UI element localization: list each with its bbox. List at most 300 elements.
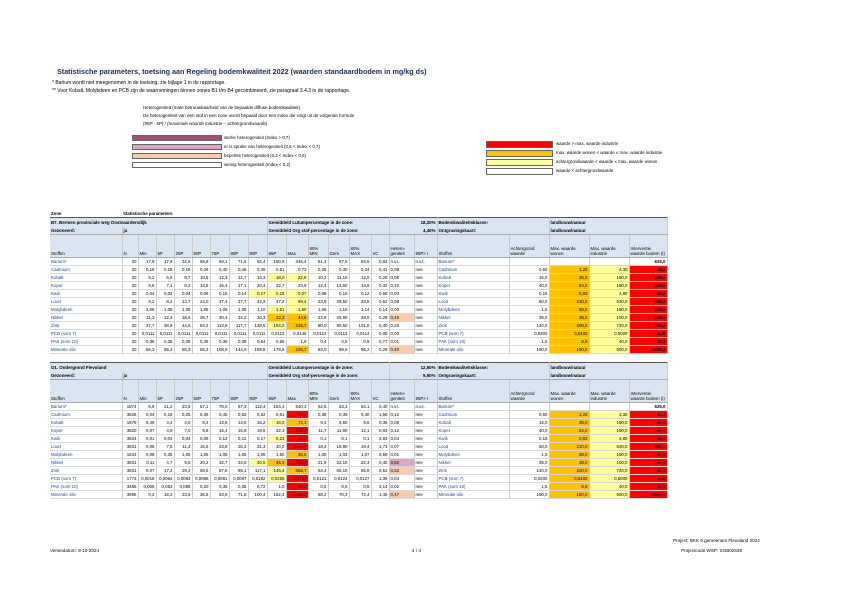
table-cell: 0,52 xyxy=(248,411,267,419)
substance-name: Lood xyxy=(50,298,122,306)
table-cell: 34,5 xyxy=(229,459,248,467)
table-cell: 99,4 xyxy=(286,298,308,306)
table-cell: 21,2 xyxy=(156,403,174,411)
table-cell: 0,5 xyxy=(349,483,371,491)
table-cell: 16,8 xyxy=(229,427,248,435)
table-cell: 720,0 xyxy=(589,467,629,475)
table-cell: 0,00 xyxy=(389,306,414,314)
table-cell: 0,35 xyxy=(156,338,174,346)
column-header: Max. waarde industrie xyxy=(589,380,629,403)
table-cell: 58,6 xyxy=(192,467,210,475)
substance-name: Lood xyxy=(437,298,509,306)
table-cell: 6,8 xyxy=(549,338,589,346)
column-header: Gem xyxy=(328,380,349,403)
table-cell: 0,55 xyxy=(371,290,389,298)
table-cell: 100,4 xyxy=(248,491,267,499)
table-cell: 0,5 xyxy=(328,483,349,491)
table-cell: 0,20 xyxy=(389,322,414,330)
substance-name: PAK (som 10) xyxy=(437,483,509,491)
table-cell: 0,0255 xyxy=(267,475,286,483)
table-cell: 2,83 xyxy=(371,435,389,443)
column-header: 5P xyxy=(156,235,174,258)
table-cell: 14,8 xyxy=(349,282,371,290)
value-legend-label: max. waarde wonen < waarde ≤ max. waarde industrie xyxy=(556,150,663,155)
table-cell: 13,0 xyxy=(629,266,667,274)
table-cell: 20 xyxy=(122,306,138,314)
table-cell: 140,0 xyxy=(509,467,549,475)
klasse-label: Bodemkwaliteitsklasse: xyxy=(437,363,549,373)
substance-name: PCB (som 7) xyxy=(437,330,509,338)
table-cell: 23,8 xyxy=(308,314,328,322)
table-cell: 11,4 xyxy=(174,443,192,451)
table-cell: 0,04 xyxy=(389,475,414,483)
table-cell: 50,0 xyxy=(509,443,549,451)
table-cell: 0,06 xyxy=(138,443,156,451)
table-row xyxy=(50,266,667,274)
table-cell: 0,25 xyxy=(174,411,192,419)
table-cell: 0,54 xyxy=(248,338,267,346)
substance-name: PCB (som 7) xyxy=(437,475,509,483)
substance-name: Nikkel xyxy=(437,459,509,467)
table-cell: 1,05 xyxy=(229,451,248,459)
table-row xyxy=(50,258,667,266)
zone-table xyxy=(50,362,668,499)
table-cell: 92,4 xyxy=(248,258,267,266)
table-cell: 20 xyxy=(122,322,138,330)
table-cell: 0,08 xyxy=(138,451,156,459)
table-cell: 1,05 xyxy=(138,306,156,314)
column-header: 80% MIN xyxy=(308,380,328,403)
table-cell: 0,15 xyxy=(210,290,229,298)
heterogeneity-swatch xyxy=(132,135,222,141)
substance-name: Nikkel xyxy=(50,314,122,322)
table-cell: 0,35 xyxy=(174,338,192,346)
table-cell: 100,0 xyxy=(629,314,667,322)
table-cell: n.v.t. xyxy=(414,403,437,411)
table-cell: 0,16 xyxy=(156,411,174,419)
table-cell: 42,3 xyxy=(248,298,267,306)
table-cell: 57,1 xyxy=(192,403,210,411)
org-value: 4,40% xyxy=(389,227,437,235)
table-cell: 0,03 xyxy=(389,290,414,298)
table-cell: 9,6 xyxy=(174,459,192,467)
table-cell: 87,3 xyxy=(229,403,248,411)
value-legend-label: waarde < achtergrondwaarde xyxy=(556,168,614,173)
table-cell: 0,49 xyxy=(138,419,156,427)
table-cell: 0,07 xyxy=(138,427,156,435)
table-cell: 47,2 xyxy=(267,298,286,306)
table-cell: 95,1 xyxy=(229,467,248,475)
table-cell: 0,1 xyxy=(328,435,349,443)
table-cell: 0,12 xyxy=(210,435,229,443)
table-row xyxy=(50,419,667,427)
table-cell: 146,4 xyxy=(267,467,286,475)
table-cell: 720,0 xyxy=(629,322,667,330)
table-cell: 1,05 xyxy=(192,306,210,314)
table-cell: 5000,0 xyxy=(629,346,667,354)
table-cell: 20,4 xyxy=(248,282,267,290)
table-cell: 100,0 xyxy=(629,459,667,467)
table-cell: nee xyxy=(414,467,437,475)
table-cell: 7,5 xyxy=(156,443,174,451)
table-cell: 40,0 xyxy=(267,443,286,451)
column-header: 90P xyxy=(248,235,267,258)
table-cell: 0,0111 xyxy=(248,330,267,338)
table-cell: 40,0 xyxy=(629,483,667,491)
table-cell: 1,06 xyxy=(308,306,328,314)
table-cell: 84,2 xyxy=(192,322,210,330)
lutum-value: 12,50% xyxy=(389,363,437,373)
substance-name: Lood xyxy=(50,443,122,451)
column-header: N xyxy=(122,380,138,403)
table-cell: 15,0 xyxy=(509,274,549,282)
table-cell: 1,00 xyxy=(308,451,328,459)
table-cell: 35,0 xyxy=(549,274,589,282)
column-header: 80P xyxy=(229,235,248,258)
table-cell: 113,8 xyxy=(210,322,229,330)
column-header: Hetero-geniteit xyxy=(389,235,414,258)
table-cell: 26,3 xyxy=(229,443,248,451)
table-cell: 1,05 xyxy=(174,306,192,314)
table-cell: 0,35 xyxy=(138,338,156,346)
table-cell: 18,0 xyxy=(267,274,286,282)
table-cell: 12,4 xyxy=(308,282,328,290)
table-cell: 3831 xyxy=(122,459,138,467)
table-cell: 17,4 xyxy=(156,467,174,475)
heterogeneity-legend-label: weinig heterogeniteit (Index < 0,2) xyxy=(224,161,291,167)
table-cell: 45,2 xyxy=(267,459,286,467)
column-header: 5P xyxy=(156,380,174,403)
table-cell: 1,03 xyxy=(328,451,349,459)
table-cell: 20 xyxy=(122,282,138,290)
table-cell: 0,62 xyxy=(371,298,389,306)
table-cell: 51,3 xyxy=(308,258,328,266)
table-cell: 12,3 xyxy=(156,314,174,322)
page-title: Statistische parameters, toetsing aan Regeling bodemkwaliteit 2022 (waarden standaardbodem in mg/kg ds) xyxy=(57,67,427,76)
table-cell: 0,12 xyxy=(389,427,414,435)
table-cell: 20 xyxy=(122,290,138,298)
table-cell: 0,04 xyxy=(174,435,192,443)
substance-name: Zink xyxy=(437,467,509,475)
table-cell: nee xyxy=(414,330,437,338)
table-cell: 0,05 xyxy=(371,330,389,338)
table-cell: 40,0 xyxy=(629,338,667,346)
zone-name: B7. Bermen provinciale weg Oostvaardersdijk xyxy=(50,218,267,228)
table-cell: nee xyxy=(414,290,437,298)
table-cell: 330,0 xyxy=(286,427,308,435)
table-cell: 0,27 xyxy=(286,290,308,298)
substance-name: Kobalt xyxy=(50,274,122,282)
heterogeneity-swatch xyxy=(132,144,222,150)
table-cell: 0,053 xyxy=(156,483,174,491)
heterogeneity-swatch xyxy=(132,153,222,159)
table-cell: 0,0111 xyxy=(192,330,210,338)
table-cell: nee xyxy=(414,274,437,282)
table-cell: nee xyxy=(414,306,437,314)
table-cell: 39,0 xyxy=(549,459,589,467)
table-cell: 0,40 xyxy=(349,411,371,419)
table-cell: 0,0400 xyxy=(549,475,589,483)
table-cell: 62,5 xyxy=(308,403,328,411)
table-cell: 8,2 xyxy=(138,298,156,306)
table-row xyxy=(50,451,667,459)
column-header: 75P xyxy=(210,235,229,258)
table-cell: 0,46 xyxy=(210,411,229,419)
table-cell: 55,3 xyxy=(192,346,210,354)
table-row xyxy=(50,274,667,282)
table-cell: 0,28 xyxy=(192,266,210,274)
zone-column-label: Zone xyxy=(51,211,62,216)
table-cell: 28,0 xyxy=(349,314,371,322)
column-header: VC xyxy=(371,380,389,403)
table-cell: 0,02 xyxy=(389,483,414,491)
table-cell: 0,40 xyxy=(371,459,389,467)
table-cell: 88,0 xyxy=(549,451,589,459)
table-cell: 88,0 xyxy=(549,306,589,314)
table-cell: 1,00 xyxy=(629,330,667,338)
column-header: 75P xyxy=(210,380,229,403)
table-cell: 17,1 xyxy=(229,282,248,290)
table-cell: 0,77 xyxy=(371,338,389,346)
substance-name: Kobalt xyxy=(437,419,509,427)
table-cell: 0,08 xyxy=(308,290,328,298)
table-cell: 10,5 xyxy=(192,274,210,282)
table-cell: 720,0 xyxy=(589,322,629,330)
column-header: 80% MAX xyxy=(349,380,371,403)
gezoneerd-value: ja xyxy=(122,372,267,380)
table-cell: 36,0 xyxy=(629,290,667,298)
table-cell: 0,28 xyxy=(371,314,389,322)
table-cell xyxy=(509,403,549,411)
table-cell: 16,2 xyxy=(248,419,267,427)
table-cell: 23,5 xyxy=(174,491,192,499)
table-cell: 1,66 xyxy=(371,411,389,419)
substance-name: Zink xyxy=(437,322,509,330)
table-cell: 68,2 xyxy=(308,491,328,499)
column-header: 50P xyxy=(192,235,210,258)
lutum-value: 18,20% xyxy=(389,218,437,228)
table-cell: 87,8 xyxy=(210,467,229,475)
table-cell: 22,3 xyxy=(267,427,286,435)
table-row xyxy=(50,298,667,306)
table-row xyxy=(50,435,667,443)
table-cell: 0,0113 xyxy=(328,330,349,338)
table-cell: 0,04 xyxy=(138,411,156,419)
table-cell: 30,4 xyxy=(210,314,229,322)
table-row xyxy=(50,483,667,491)
table-cell: 190,0 xyxy=(589,282,629,290)
table-cell: 1,05 xyxy=(248,451,267,459)
table-cell: 36,5 xyxy=(192,491,210,499)
table-cell: 0,0111 xyxy=(210,330,229,338)
table-cell: 4,9 xyxy=(156,427,174,435)
table-row xyxy=(50,411,667,419)
table-cell: 1,05 xyxy=(192,451,210,459)
table-cell: 0,11 xyxy=(138,459,156,467)
table-cell: 3485 xyxy=(122,483,138,491)
substance-name: Kwik xyxy=(437,290,509,298)
table-cell: 3,4 xyxy=(156,419,174,427)
column-header: Max. waarde industrie xyxy=(589,235,629,258)
substance-name: Nikkel xyxy=(437,314,509,322)
table-cell: 0,23 xyxy=(267,435,286,443)
column-header: 80% MIN xyxy=(308,235,328,258)
table-cell: 15,0 xyxy=(509,419,549,427)
table-cell: 28,50 xyxy=(328,298,349,306)
table-cell: 0,08 xyxy=(389,419,414,427)
org-label: Gemiddeld Org stof-percentage in de zone: xyxy=(267,227,389,235)
table-cell: 0,40 xyxy=(371,403,389,411)
table-cell: 0,0018 xyxy=(138,475,156,483)
table-cell: 0,34 xyxy=(349,266,371,274)
table-cell: 40,0 xyxy=(589,338,629,346)
table-cell: 6,8 xyxy=(549,483,589,491)
table-cell: 13,60 xyxy=(328,282,349,290)
table-cell: 0,5000 xyxy=(589,330,629,338)
table-cell: 0,60 xyxy=(509,266,549,274)
table-cell: 1,20 xyxy=(549,266,589,274)
table-cell: 0,35 xyxy=(229,483,248,491)
table-cell: 540,3 xyxy=(286,403,308,411)
table-cell: 100,0 xyxy=(589,314,629,322)
table-cell xyxy=(589,258,629,266)
table-cell: 40,5 xyxy=(248,459,267,467)
substance-name: Molybdeen xyxy=(50,306,122,314)
table-cell: nee xyxy=(414,282,437,290)
table-cell: 190,0 xyxy=(589,451,629,459)
table-cell: 72,1 xyxy=(286,419,308,427)
table-cell: nee xyxy=(414,419,437,427)
table-cell: 32,2 xyxy=(229,314,248,322)
table-cell: 1,45 xyxy=(371,491,389,499)
zone-table xyxy=(50,210,668,354)
table-cell: 9,8 xyxy=(192,427,210,435)
table-cell: 0,0083 xyxy=(174,475,192,483)
table-cell: 162,4 xyxy=(267,491,286,499)
table-cell: 0,0064 xyxy=(156,475,174,483)
gezoneerd-value: ja xyxy=(122,227,267,235)
table-cell: 18,4 xyxy=(308,443,328,451)
table-cell: 63,3 xyxy=(328,403,349,411)
table-cell: 0,12 xyxy=(229,435,248,443)
table-cell: 0,4 xyxy=(308,338,328,346)
table-cell: nee xyxy=(414,411,437,419)
table-cell: 4,80 xyxy=(589,290,629,298)
table-cell: 0,5 xyxy=(328,338,349,346)
table-cell: 530,0 xyxy=(629,443,667,451)
substance-name: Kobalt xyxy=(437,274,509,282)
table-cell: 21,9 xyxy=(308,459,328,467)
table-cell: 0,0121 xyxy=(308,475,328,483)
table-cell: 101,0 xyxy=(349,322,371,330)
table-cell: 36,0 xyxy=(629,435,667,443)
table-row xyxy=(50,459,667,467)
table-cell: 140,0 xyxy=(509,322,549,330)
substance-name: Lood xyxy=(437,443,509,451)
column-header: Stoffen xyxy=(437,235,509,258)
table-cell: 0,08 xyxy=(192,435,210,443)
table-cell: 14,3 xyxy=(248,274,267,282)
table-cell: 11,10 xyxy=(328,274,349,282)
table-cell: nee xyxy=(414,459,437,467)
table-cell: 108,9 xyxy=(210,346,229,354)
table-cell: 658,7 xyxy=(286,467,308,475)
table-cell: nee xyxy=(414,491,437,499)
substance-name: Minerale olie xyxy=(50,491,122,499)
table-cell: 55,3 xyxy=(156,346,174,354)
value-legend-swatch xyxy=(486,168,553,175)
table-cell: 9,2 xyxy=(192,419,210,427)
table-cell: nee xyxy=(414,314,437,322)
table-cell: 95,0 xyxy=(286,483,308,491)
substance-name: Minerale olie xyxy=(437,491,509,499)
table-cell: nee xyxy=(414,266,437,274)
table-cell: 154,0 xyxy=(267,322,286,330)
table-cell: 8,2 xyxy=(156,298,174,306)
table-cell: n.v.t. xyxy=(389,258,414,266)
table-cell: 190,0 xyxy=(549,346,589,354)
table-cell: 9,50 xyxy=(328,419,349,427)
substance-name: Barium* xyxy=(50,258,122,266)
table-cell: 0,17 xyxy=(248,435,267,443)
table-cell: 1,10 xyxy=(328,306,349,314)
table-cell: 0,35 xyxy=(156,451,174,459)
table-cell: 11,90 xyxy=(328,427,349,435)
table-cell: 13,6 xyxy=(210,419,229,427)
heterogeneity-legend-label: er is sprake van heterogeniteit (0,5 < Index < 0,7) xyxy=(224,143,320,149)
table-cell: 37,7 xyxy=(229,298,248,306)
table-cell: 0,72 xyxy=(248,483,267,491)
table-cell: 33,5 xyxy=(349,298,371,306)
table-cell: 0,15 xyxy=(509,290,549,298)
table-cell: 71,6 xyxy=(229,258,248,266)
table-cell: 0,26 xyxy=(371,346,389,354)
table-cell: 190,0 xyxy=(629,427,667,435)
value-legend-label: waarde > max. waarde industrie xyxy=(556,141,619,146)
table-cell: 0,26 xyxy=(308,266,328,274)
table-cell: 0,28 xyxy=(371,274,389,282)
column-header: 50P xyxy=(192,380,210,403)
table-cell: 20 xyxy=(122,346,138,354)
table-cell: 20 xyxy=(122,298,138,306)
table-cell: 23,5 xyxy=(174,403,192,411)
table-cell: 38,9 xyxy=(156,322,174,330)
table-cell: 44,6 xyxy=(286,314,308,322)
table-cell: 1,05 xyxy=(210,306,229,314)
substance-name: Barium* xyxy=(437,403,509,411)
substance-name: Barium* xyxy=(437,258,509,266)
table-row xyxy=(50,491,667,499)
table-cell: 18,6 xyxy=(174,314,192,322)
substance-name: Koper xyxy=(50,282,122,290)
table-cell: nee xyxy=(414,338,437,346)
table-row xyxy=(50,467,667,475)
table-row xyxy=(50,282,667,290)
table-cell: 1,07 xyxy=(349,451,371,459)
table-cell: nee xyxy=(414,298,437,306)
table-cell: 100,0 xyxy=(589,459,629,467)
table-cell: nee xyxy=(414,475,437,483)
table-cell: 0,18 xyxy=(156,266,174,274)
table-cell: 1,8710 xyxy=(286,475,308,483)
kaart-value: landbouw/natuur xyxy=(549,372,667,380)
table-cell: 0,73 xyxy=(286,266,308,274)
table-cell: 112,4 xyxy=(248,403,267,411)
table-cell: 1,5 xyxy=(509,306,549,314)
table-cell: 0,5000 xyxy=(589,475,629,483)
table-cell: 0,32 xyxy=(371,282,389,290)
table-cell: nee xyxy=(414,427,437,435)
